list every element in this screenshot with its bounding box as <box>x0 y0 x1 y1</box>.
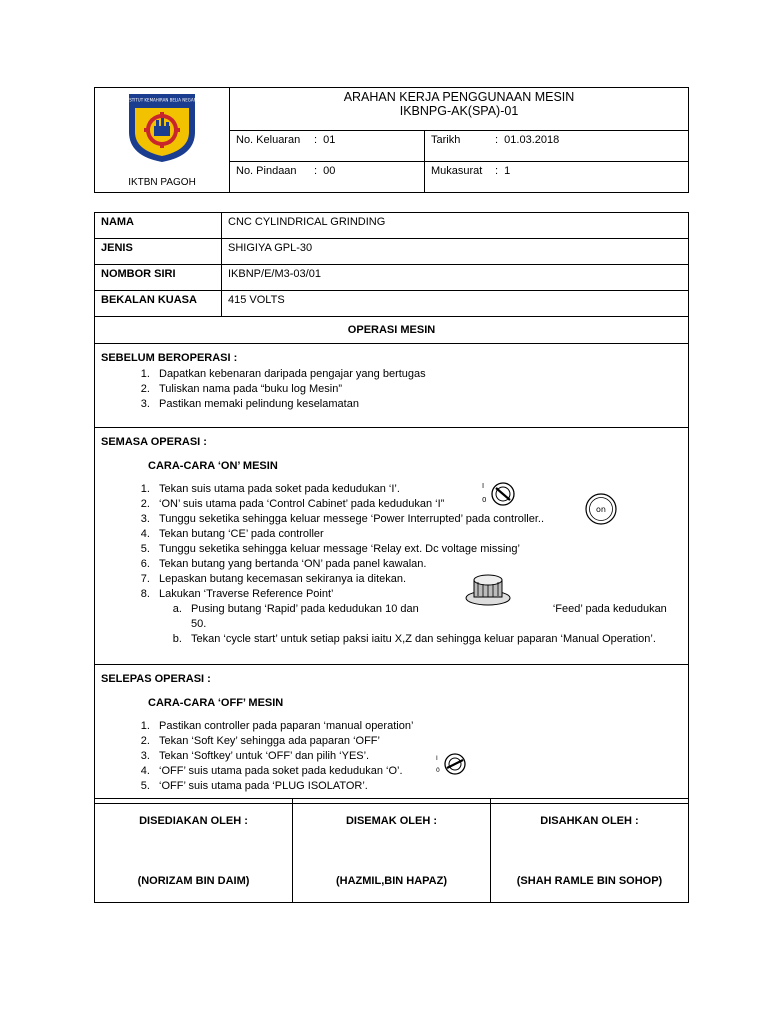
semasa-subtitle: CARA-CARA ‘ON’ MESIN <box>148 460 278 472</box>
traverse-substeps <box>159 602 682 647</box>
machine-info-table <box>94 212 689 804</box>
selepas-subtitle: CARA-CARA ‘OFF’ MESIN <box>148 697 284 709</box>
keluaran-value: 01 <box>323 134 336 146</box>
tarikh-value: 01.03.2018 <box>504 134 560 146</box>
mukasurat-value: 1 <box>504 165 511 177</box>
machine-row <box>95 265 689 291</box>
list-item: 1. Dapatkan kebenaran daripada pengajar yang bertugas <box>153 367 682 382</box>
signature-prepared <box>95 799 293 903</box>
semasa-section <box>95 428 689 665</box>
semasa-title: SEMASA OPERASI : <box>101 436 207 448</box>
svg-text:0: 0 <box>436 767 440 774</box>
machine-row <box>95 239 689 265</box>
selepas-title: SELEPAS OPERASI : <box>101 673 211 685</box>
mukasurat-label: Mukasurat <box>431 165 483 177</box>
operasi-heading: OPERASI MESIN <box>95 317 689 344</box>
svg-text:I: I <box>482 482 485 490</box>
document-header <box>94 87 689 193</box>
sebelum-section <box>95 344 689 428</box>
signature-heading: DISEDIAKAN OLEH : <box>139 815 248 827</box>
machine-label: JENIS <box>95 239 222 265</box>
signature-approved <box>491 799 689 903</box>
sebelum-title: SEBELUM BEROPERASI : <box>101 352 238 364</box>
list-item: 2. ‘ON’ suis utama pada ‘Control Cabinet’ pada kedudukan ‘I” <box>153 497 682 512</box>
list-item: 5. ‘OFF’ suis utama pada ‘PLUG ISOLATOR’. <box>153 779 682 794</box>
on-button-icon <box>583 492 619 526</box>
mukasurat-cell: Mukasurat : 1 <box>425 162 689 193</box>
list-item: 2. Tuliskan nama pada “buku log Mesin” <box>153 382 682 397</box>
machine-label: BEKALAN KUASA <box>95 291 222 317</box>
list-item: 4. Tekan butang ‘CE’ pada controller <box>153 527 682 542</box>
signature-name: (HAZMIL,BIN HAPAZ) <box>336 875 447 887</box>
signature-name: (NORIZAM BIN DAIM) <box>137 875 250 887</box>
list-item: 4. ‘OFF’ suis utama pada soket pada kedudukan ‘O’. <box>153 764 682 779</box>
machine-row <box>95 291 689 317</box>
main-switch-off-icon <box>435 749 471 781</box>
signature-name: (SHAH RAMLE BIN SOHOP) <box>516 875 663 887</box>
pindaan-label: No. Pindaan <box>236 165 297 177</box>
machine-label: NAMA <box>95 213 222 239</box>
list-item: 7. Lepaskan butang kecemasan sekiranya ia ditekan. <box>153 572 682 587</box>
machine-value: SHIGIYA GPL-30 <box>222 239 689 265</box>
title-line-1: ARAHAN KERJA PENGGUNAAN MESIN <box>343 90 575 104</box>
machine-value: IKBNP/E/M3-03/01 <box>222 265 689 291</box>
signature-heading: DISEMAK OLEH : <box>345 815 438 827</box>
document-title <box>230 88 689 131</box>
svg-text:INSTITUT KEMAHIRAN BELIA NEGAR: INSTITUT KEMAHIRAN BELIA NEGARA <box>127 97 197 103</box>
list-item: 5. Tunggu seketika sehingga keluar message ‘Relay ext. Dc voltage missing’ <box>153 542 682 557</box>
svg-text:I: I <box>436 755 438 762</box>
tarikh-cell: Tarikh : 01.03.2018 <box>425 131 689 162</box>
main-switch-on-icon <box>481 476 521 512</box>
svg-text:0: 0 <box>482 496 487 504</box>
substep-a-right: ‘Feed’ pada kedudukan 50. <box>191 603 667 630</box>
list-item-text: Lakukan ‘Traverse Reference Point’ <box>159 588 334 600</box>
substep-a-left: Pusing butang ‘Rapid’ pada kedudukan 10 dan <box>191 603 419 615</box>
institution-logo-icon <box>127 92 197 164</box>
machine-value: 415 VOLTS <box>222 291 689 317</box>
pindaan-cell: No. Pindaan : 00 <box>230 162 425 193</box>
keluaran-label: No. Keluaran <box>236 134 301 146</box>
signature-heading: DISAHKAN OLEH : <box>540 815 639 827</box>
machine-row <box>95 213 689 239</box>
list-item: 3. Tekan ‘Softkey’ untuk ‘OFF’ dan pilih ‘YES’. <box>153 749 682 764</box>
list-item <box>153 587 682 647</box>
machine-label: NOMBOR SIRI <box>95 265 222 291</box>
tarikh-label: Tarikh <box>431 134 461 146</box>
logo-cell <box>95 88 230 193</box>
organization-name: IKTBN PAGOH <box>128 177 196 188</box>
keluaran-cell: No. Keluaran : 01 <box>230 131 425 162</box>
signature-checked <box>293 799 491 903</box>
signature-table <box>94 798 689 903</box>
substep-a <box>185 602 682 632</box>
substep-b: b. Tekan ‘cycle start’ untuk setiap paksi iaitu X,Z dan sehingga keluar paparan ‘Manual Operation’. <box>185 632 682 647</box>
machine-value: CNC CYLINDRICAL GRINDING <box>222 213 689 239</box>
list-item: 1. Pastikan controller pada paparan ‘manual operation’ <box>153 719 682 734</box>
rapid-feed-knob-icon <box>463 568 513 608</box>
list-item: 3. Tunggu seketika sehingga keluar messege ‘Power Interrupted’ pada controller.. <box>153 512 682 527</box>
pindaan-value: 00 <box>323 165 336 177</box>
title-line-2: IKBNPG-AK(SPA)-01 <box>399 104 519 118</box>
svg-text:on: on <box>596 505 606 514</box>
sebelum-list <box>101 367 682 412</box>
selepas-list <box>101 719 682 794</box>
list-item: 1. Tekan suis utama pada soket pada kedudukan ‘I’. <box>153 482 682 497</box>
list-item: 3. Pastikan memaki pelindung keselamatan <box>153 397 682 412</box>
selepas-section <box>95 665 689 804</box>
list-item: 6. Tekan butang yang bertanda ‘ON’ pada panel kawalan. <box>153 557 682 572</box>
list-item: 2. Tekan ‘Soft Key’ sehingga ada paparan ‘OFF’ <box>153 734 682 749</box>
